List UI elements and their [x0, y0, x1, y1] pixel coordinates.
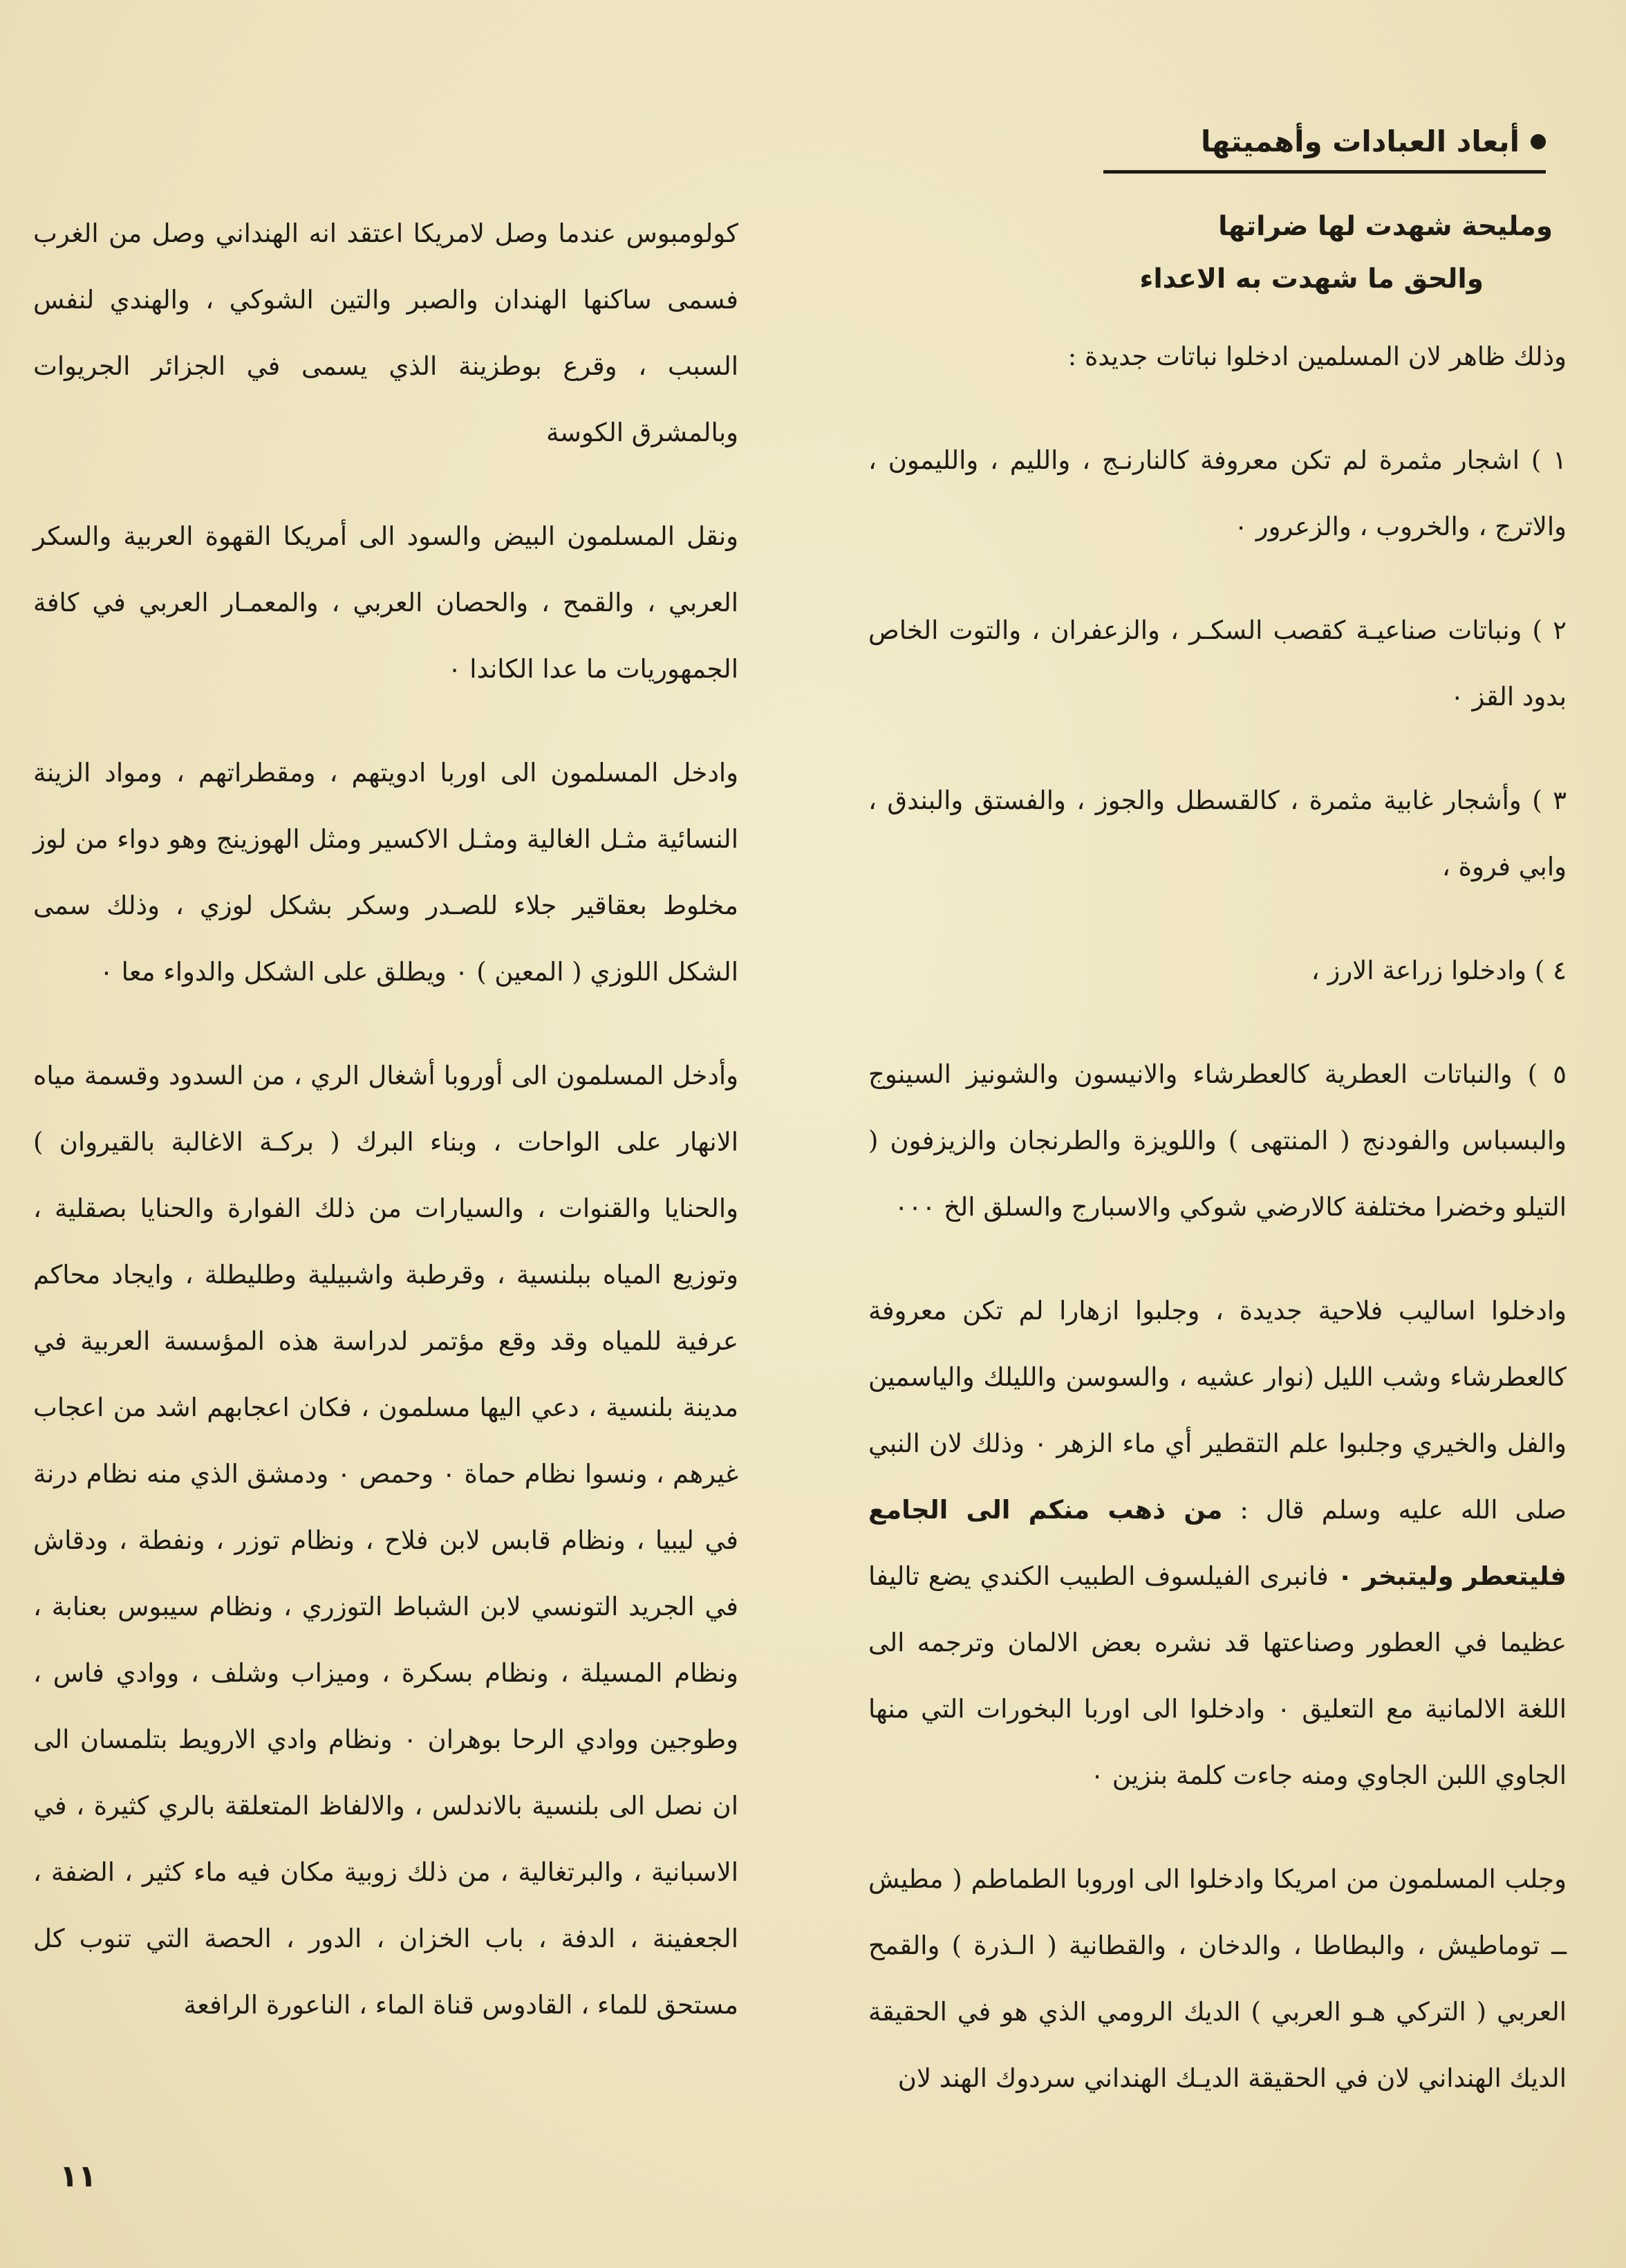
- list-item: ٥ ) والنباتات العطرية كالعطرشاء والانيسون والشونيز السينوج والبسباس والفودنج ( المنتهى ) واللويزة والطرنجان والزيزفون ( التيلو وخضرا مختلفة كالارضي شوكي والاسبارج والسلق الخ ٠٠٠: [868, 1059, 1567, 1222]
- running-header: [1103, 124, 1546, 158]
- paragraph: ونقل المسلمون البيض والسود الى أمريكا القهوة العربية والسكر العربي ، والقمح ، والحصان العربي ، والمعمـار العربي في كافة الجمهوريات ما عدا الكاندا ٠: [33, 521, 738, 684]
- bullet-icon: [1531, 134, 1546, 149]
- paragraph: وادخل المسلمون الى اوربا ادويتهم ، ومقطراتهم ، ومواد الزينة النسائية مثـل الغالية ومثـل الاكسير ومثل الهوزينج وهو دواء من لوز مخلوط بعقاقير جلاء للصـدر وسكر بشكل لوزي ، وذلك سمى الشكل اللوزي ( المعين ) ٠ ويطلق على الشكل والدواء معا ٠: [33, 758, 738, 987]
- header-title: أبعاد العبادات وأهميتها: [1201, 124, 1520, 158]
- paragraph: وأدخل المسلمون الى أوروبا أشغال الري ، من السدود وقسمة مياه الانهار على الواحات ، وبناء البرك ( بركـة الاغالبة بالقيروان ) والحنايا والقنوات ، والسيارات من ذلك الفوارة والحنايا بصقلية ، وتوزيع المياه ببلنسية ، وقرطبة واشبيلية وطليطلة ، وايجاد محاكم عرفية للمياه وقد وقع مؤتمر لدراسة هذه المؤسسة العربية في مدينة بلنسية ، دعي اليها مسلمون ، فكان اعجابهم اشد من اعجاب غيرهم ، ونسوا نظام حماة ٠ وحمص ٠ ودمشق الذي منه نظام درنة في ليبيا ، ونظام قابس لابن فلاح ، ونظام توزر ، ونفطة ، ودقاش في الجريد التونسي لابن الشباط التوزري ، ونظام سيبوس بعنابة ، ونظام المسيلة ، ونظام بسكرة ، وميزاب وشلف ، ووادي فاس ، وطوجين ووادي الرحا بوهران ٠ ونظام وادي الارويط بتلمسان الى ان نصل الى بلنسية بالاندلس ، والالفاظ المتعلقة بالري كثيرة ، في الاسبانية ، والبرتغالية ، من ذلك زوبية مكان فيه ماء كثير ، الضفة ، الجعفينة ، الدفة ، باب الخزان ، الدور ، الحصة التي تنوب كل مستحق للماء ، القادوس قناة الماء ، الناعورة الرافعة: [33, 1061, 739, 2020]
- list-item: ١ ) اشجار مثمرة لم تكن معروفة كالنارنـج ، والليم ، والليمون ، والاترج ، والخروب ، والزعرور ٠: [868, 445, 1567, 541]
- paragraph: [868, 1278, 1567, 1809]
- paragraph: كولومبوس عندما وصل لامريكا اعتقد انه الهنداني وصل من الغرب فسمى ساكنها الهندان والصبر والتين الشوكي ، والهندي لنفس السبب ، وقرع بوطزينة الذي يسمى في الجزائر الجريوات وبالمشرق الكوسة: [33, 219, 738, 447]
- paragraph: وجلب المسلمون من امريكا وادخلوا الى اوروبا الطماطم ( مطيش ــ توماطيش ، والبطاطا ، والدخان ، والقطانية ( الـذرة ) والقمح العربي ( التركي هـو العربي ) الديك الرومي الذي هو في الحقيقة الديك الهنداني لان في الحقيقة الديـك الهنداني سردوك الهند لان: [868, 1864, 1567, 2093]
- list-item: ٢ ) ونباتات صناعيـة كقصب السكـر ، والزعفران ، والتوت الخاص بدود القز ٠: [868, 615, 1567, 712]
- page-number: ١١: [59, 2159, 97, 2194]
- verse-line-1: ومليحة شهدت لها ضراتها: [1218, 211, 1553, 242]
- list-item: ٣ ) وأشجار غابية مثمرة ، كالقسطل والجوز ، والفستق والبندق ، وابي فروة ،: [868, 786, 1567, 882]
- paragraph: وذلك ظاهر لان المسلمين ادخلوا نباتات جديدة :: [1067, 342, 1567, 371]
- verse-line-2: والحق ما شهدت به الاعداء: [1139, 263, 1484, 295]
- left-column: [33, 201, 738, 2076]
- paragraph-text: فانبرى الفيلسوف الطبيب الكندي يضع تاليفا عظيما في العطور وصناعتها قد نشره بعض الالمان وترجمه الى اللغة الالمانية مع التعليق ٠ وادخلوا الى اوربا البخورات التي منها الجاوي اللبن الجاوي ومنه جاءت كلمة بنزين ٠: [868, 1561, 1567, 1790]
- right-column: [868, 201, 1567, 2149]
- hadith-quote: من ذهب منكم الى الجامع فليتعطر وليتبخر ٠: [868, 1495, 1567, 1591]
- header-rule: [1103, 170, 1546, 174]
- list-item: ٤ ) وادخلوا زراعة الارز ،: [1311, 956, 1567, 985]
- paragraph-text: وادخلوا اساليب فلاحية جديدة ، وجلبوا ازهارا لم تكن معروفة كالعطرشاء وشب الليل (نوار عشيه ، والسوسن والليلك والياسمين والفل والخيري وجلبوا علم التقطير أي ماء الزهر ٠ وذلك لان النبي صلى الله عليه وسلم قال :: [868, 1296, 1567, 1525]
